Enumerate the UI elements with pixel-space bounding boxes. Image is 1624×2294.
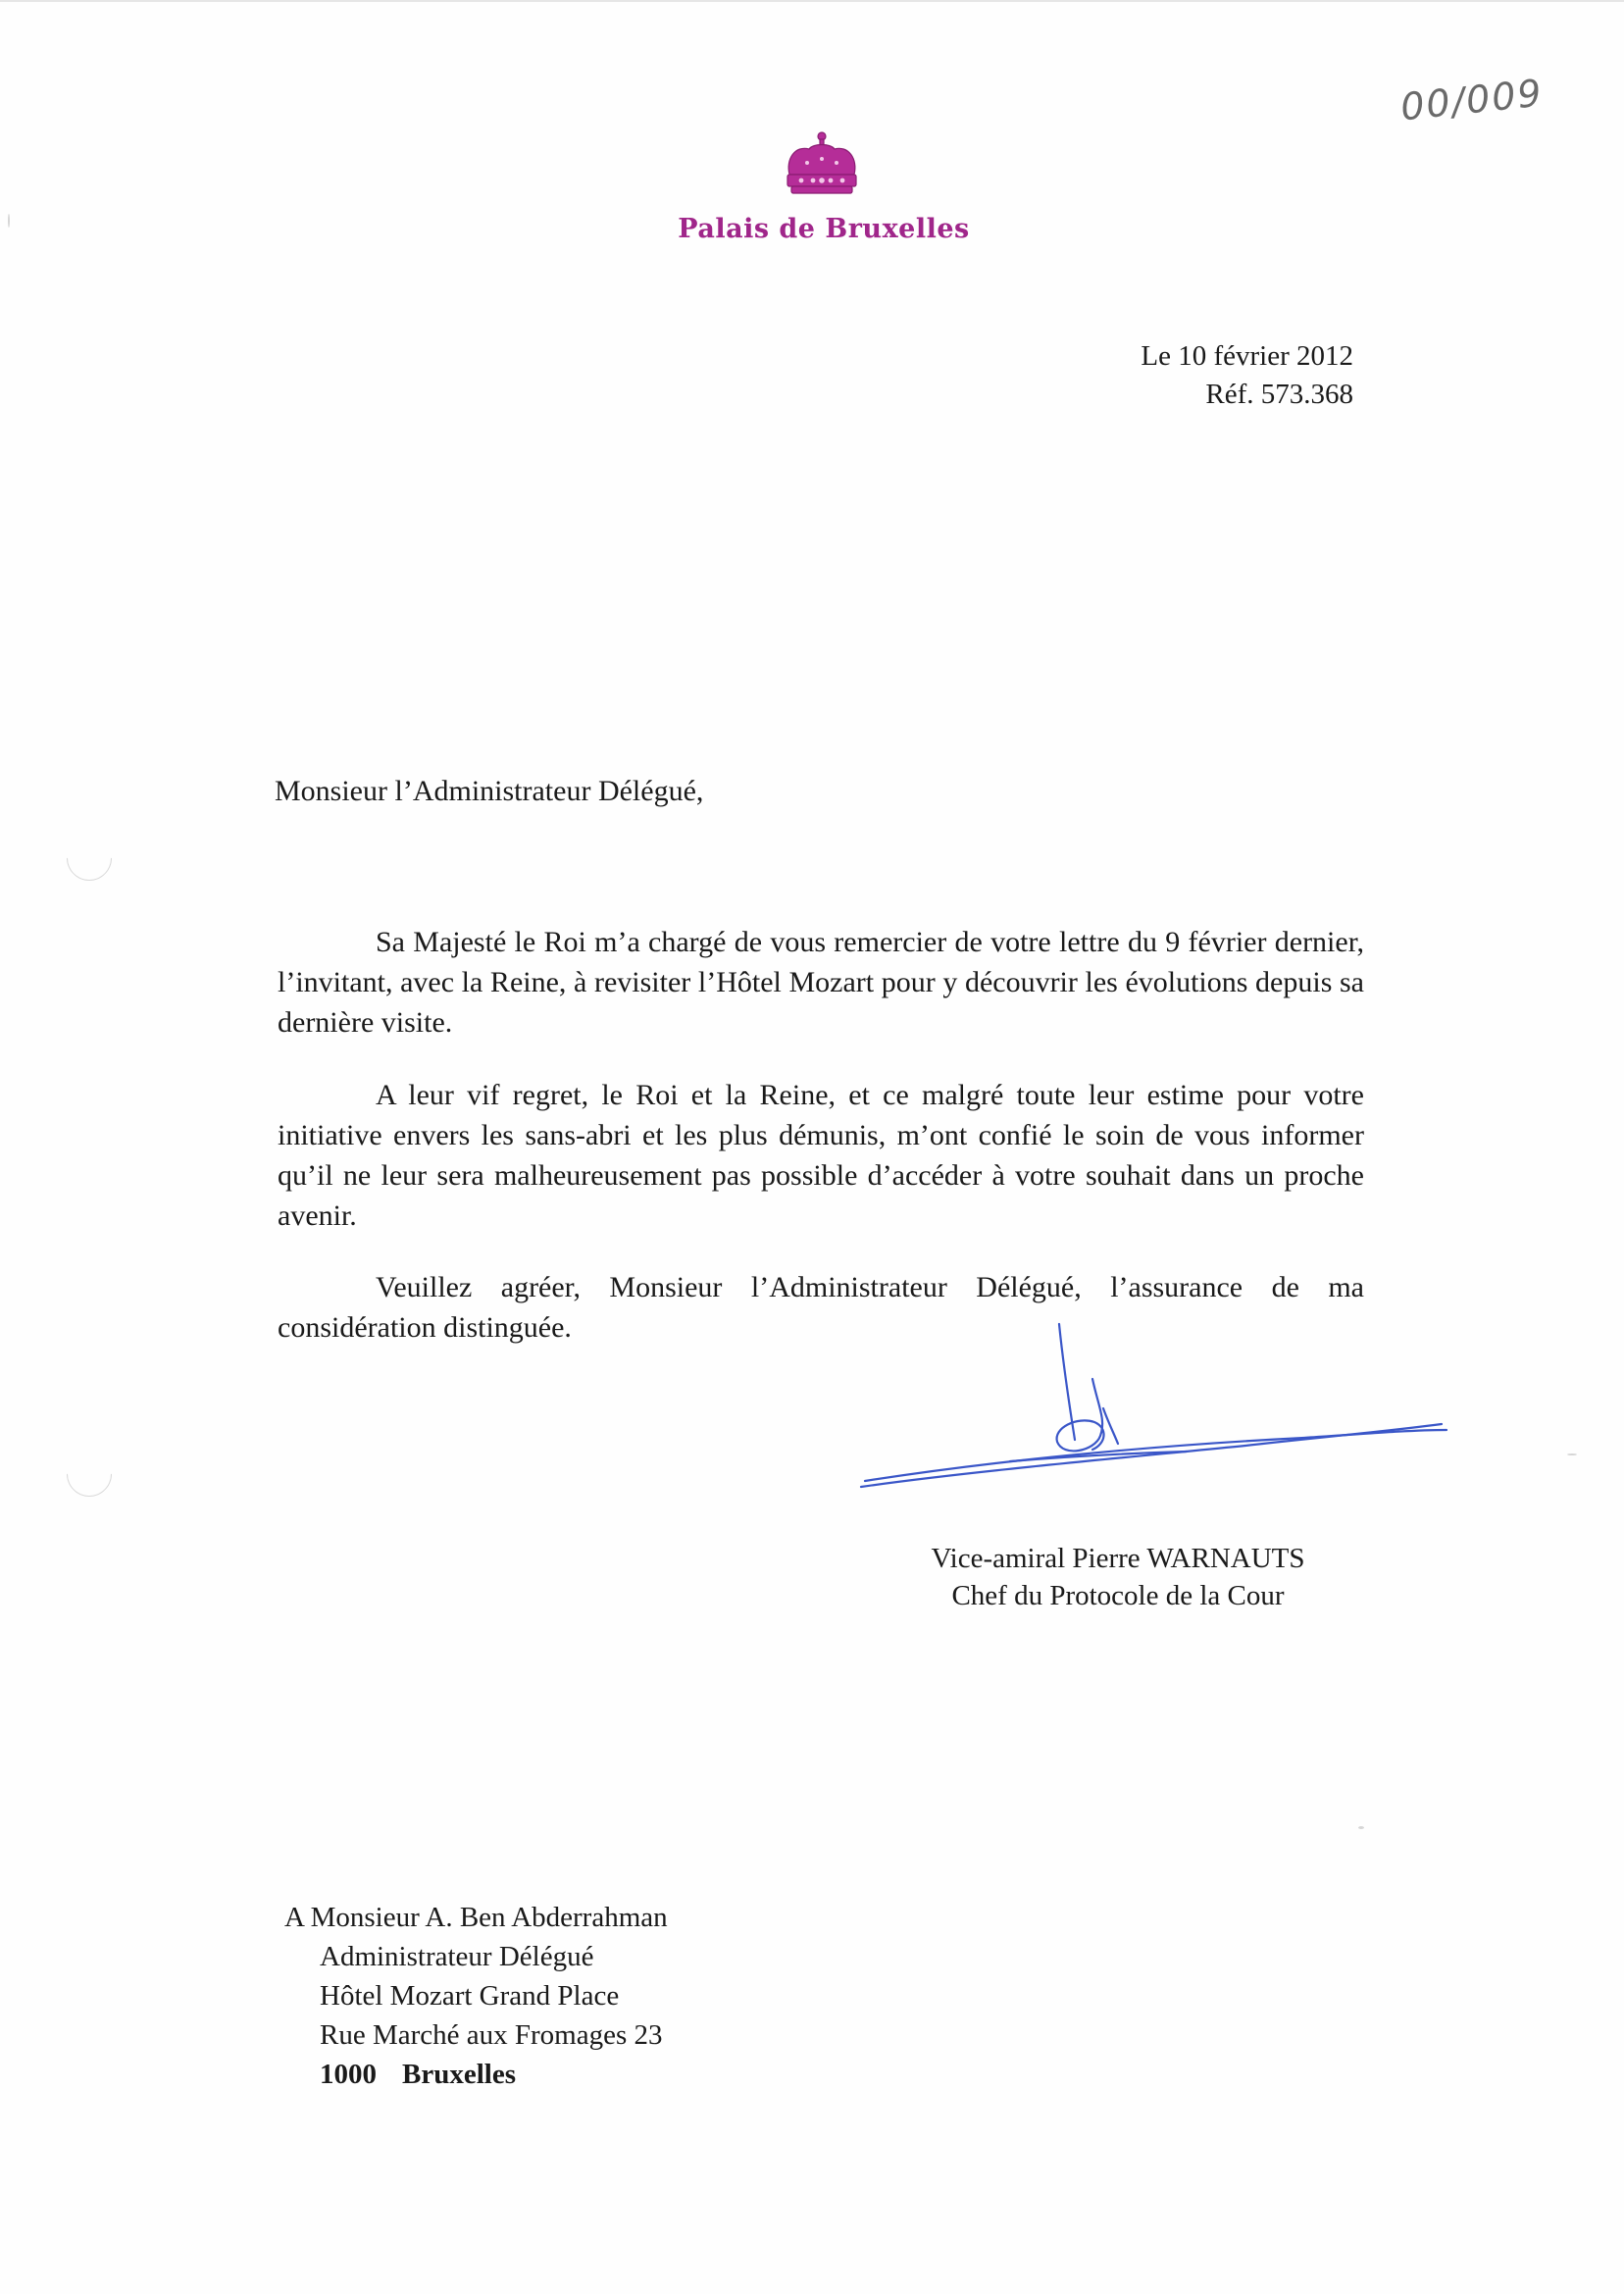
letter-date: Le 10 février 2012 (1141, 340, 1353, 372)
body-paragraph: A leur vif regret, le Roi et la Reine, et ce malgré toute leur estime pour votre initiative envers les sans-abri et les plus démunis, m’ont confié le soin de vous informer qu’il ne leur sera malheureusement pas possible d’accéder à votre souhait dans un proche avenir. (278, 1079, 1364, 1232)
handwritten-signature (853, 1314, 1451, 1501)
recipient-address (284, 1898, 668, 2094)
address-line: A Monsieur A. Ben Abderrahman (284, 1902, 668, 1933)
date-reference-block (1030, 337, 1353, 414)
body-paragraph: Sa Majesté le Roi m’a chargé de vous remercier de votre lettre du 9 février dernier, l’invitant, avec la Reine, à revisiter l’Hôtel Mozart pour y découvrir les évolutions depuis sa dernière visite. (278, 926, 1364, 1039)
address-line: Hôtel Mozart Grand Place (320, 1980, 620, 2012)
address-line: Administrateur Délégué (320, 1941, 594, 1972)
letter-reference: Réf. 573.368 (1205, 379, 1353, 410)
salutation: Monsieur l’Administrateur Délégué, (275, 775, 704, 807)
scan-speck (1358, 1826, 1364, 1829)
letterhead-title: Palais de Bruxelles (678, 214, 970, 244)
address-city-line (284, 2055, 668, 2094)
body-paragraph: Veuillez agréer, Monsieur l’Administrateur Délégué, l’assurance de ma considération distinguée. (278, 1271, 1364, 1344)
scan-edge (0, 0, 1624, 2)
scan-speck (1567, 1453, 1577, 1455)
punch-hole-upper (57, 826, 121, 890)
postal-code: 1000 (320, 2059, 377, 2090)
punch-hole-lower (57, 1442, 121, 1505)
archive-number: 00/009 (1398, 71, 1546, 129)
signatory-block (883, 1540, 1353, 1614)
city: Bruxelles (402, 2059, 516, 2090)
signatory-title: Chef du Protocole de la Cour (951, 1580, 1285, 1611)
scan-speck (8, 214, 10, 228)
address-line: Rue Marché aux Fromages 23 (320, 2019, 663, 2051)
royal-crown-icon (782, 129, 862, 198)
signatory-name: Vice-amiral Pierre WARNAUTS (931, 1543, 1305, 1574)
